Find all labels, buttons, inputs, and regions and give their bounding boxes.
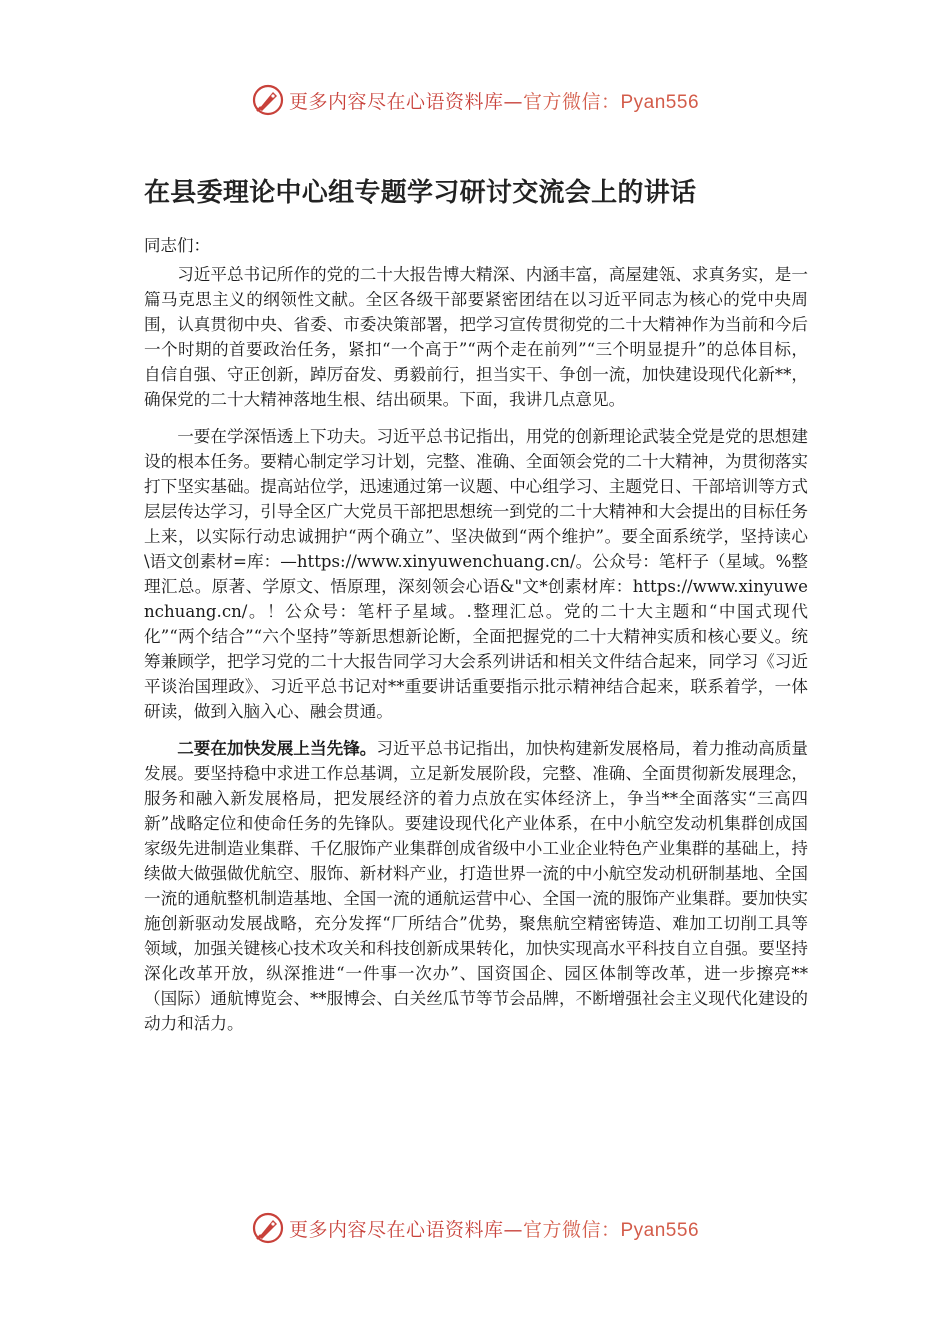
- header-banner: [0, 80, 950, 120]
- banner-text: 更多内容尽在心语资料库: [288, 1218, 504, 1241]
- salutation: 同志们：: [144, 236, 210, 255]
- banner-wechat: 官方微信：Pyan556: [523, 1219, 700, 1241]
- footer-banner: [0, 1208, 950, 1248]
- banner-wechat: 官方微信：Pyan556: [523, 91, 700, 113]
- document-title: 在县委理论中心组专题学习研讨交流会上的讲话: [144, 178, 697, 208]
- document-body: [144, 262, 808, 1048]
- paragraph-lead: 二要在加快发展上当先锋。: [177, 738, 377, 758]
- paragraph-text: 习近平总书记所作的党的二十大报告博大精深、内涵丰富，高屋建瓴、求真务实，是一篇马克思主义的纲领性文献。全区各级干部要紧密团结在以习近平同志为核心的党中央周围，认真贯彻中央、省委、市委决策部署，把学习宣传贯彻党的二十大精神作为当前和今后一个时期的首要政治任务，紧扣“一个高于”“两个走在前列”“三个明显提升”的总体目标，自信自强、守正创新，踔厉奋发、勇毅前行，担当实干、争创一流，加快建设现代化新**，确保党的二十大精神落地生根、结出硕果。下面，我讲几点意见。: [144, 265, 808, 409]
- paragraph-intro: [144, 262, 808, 412]
- paragraph-point-one: [144, 424, 808, 724]
- banner-text: 更多内容尽在心语资料库: [288, 90, 504, 113]
- banner-separator: —: [503, 1218, 523, 1241]
- paragraph-text: 一要在学深悟透上下功夫。习近平总书记指出，用党的创新理论武装全党是党的思想建设的根本任务。要精心制定学习计划，完整、准确、全面领会党的二十大精神，为贯彻落实打下坚实基础。提高站位学，迅速通过第一议题、中心组学习、主题党日、干部培训等方式层层传达学习，引导全区广大党员干部把思想统一到党的二十大精神和大会提出的目标任务上来，以实际行动忠诚拥护“两个确立”、坚决做到“两个维护”。要全面系统学，坚持读心\语文创素材=库：—https://www.xinyuwenchuang.cn/。公众号：笔杆子（星域。%整理汇总。原著、学原文、悟原理，深刻领会心语&"文*创素材库：https://www.xinyuwenchuang.cn/。！公众号：笔杆子星域。.整理汇总。党的二十大主题和“中国式现代化”“两个结合”“六个坚持”等新思想新论断，全面把握党的二十大精神实质和核心要义。统筹兼顾学，把学习党的二十大报告同学习大会系列讲话和相关文件结合起来，同学习《习近平谈治国理政》、习近平总书记对**重要讲话重要指示批示精神结合起来，联系着学，一体研读，做到入脑入心、融会贯通。: [144, 427, 808, 721]
- banner-separator: —: [503, 90, 523, 113]
- paragraph-text: 习近平总书记指出，加快构建新发展格局，着力推动高质量发展。要坚持稳中求进工作总基调，立足新发展阶段，完整、准确、全面贯彻新发展理念，服务和融入新发展格局，把发展经济的着力点放在实体经济上，争当**全面落实“三高四新”战略定位和使命任务的先锋队。要建设现代化产业体系，在中小航空发动机集群创成国家级先进制造业集群、千亿服饰产业集群创成省级中小工业企业特色产业集群的基础上，持续做大做强做优航空、服饰、新材料产业，打造世界一流的中小航空发动机研制基地、全国一流的通航整机制造基地、全国一流的通航运营中心、全国一流的服饰产业集群。要加快实施创新驱动发展战略，充分发挥“厂所结合”优势，聚焦航空精密铸造、难加工切削工具等领域，加强关键核心技术攻关和科技创新成果转化，加快实现高水平科技自立自强。要坚持深化改革开放，纵深推进“一件事一次办”、国资国企、园区体制等改革，进一步擦亮**（国际）通航博览会、**服博会、白关丝瓜节等节会品牌，不断增强社会主义现代化建设的动力和活力。: [144, 739, 809, 1033]
- pen-nib-logo-icon: [251, 83, 285, 117]
- paragraph-point-two: [144, 736, 808, 1036]
- pen-nib-logo-icon: [251, 1211, 285, 1245]
